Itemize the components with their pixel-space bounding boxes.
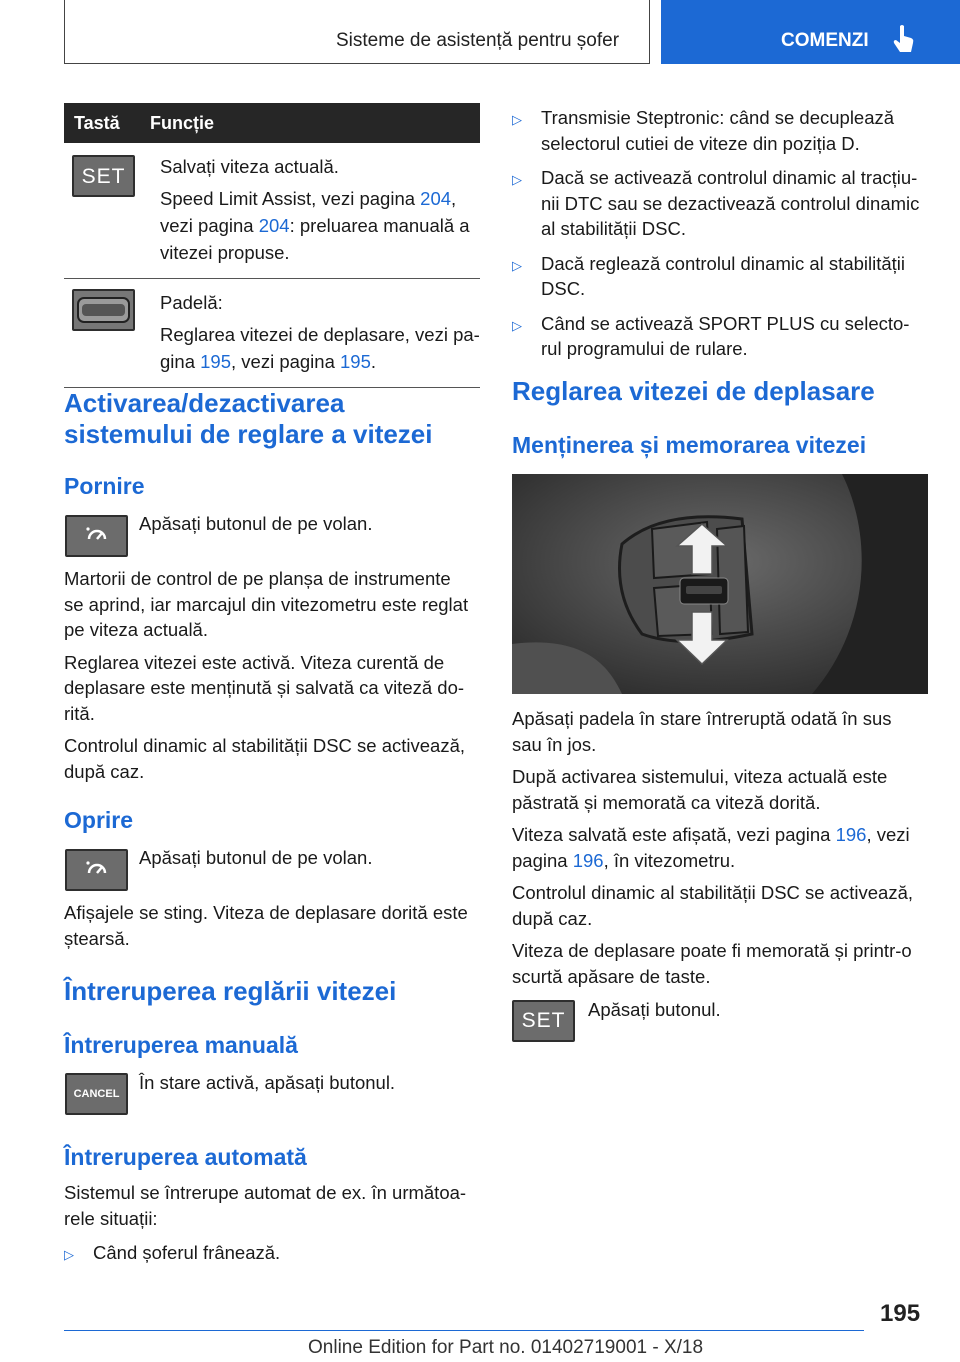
b4-l1: Dacă reglează controlul dinamic al stabilității [541, 252, 906, 274]
b2-l2: selectorul cutiei de viteze din poziția D. [541, 132, 860, 154]
row2-line3-end: . [370, 351, 377, 372]
heading-auto: Întreruperea automată [64, 1144, 307, 1170]
p5-l1: Sistemul se întrerupe automat de ex. în următoa- [64, 1182, 467, 1203]
heading-manual: Întreruperea manuală [64, 1032, 298, 1058]
edition-footer: Online Edition for Part no. 01402719001 - X/18 [308, 1337, 704, 1358]
heading-stop: Oprire [64, 807, 134, 833]
q5-l1: Viteza de deplasare poate fi memorată și printr-o [512, 940, 912, 961]
q3-l2: pagina [512, 849, 573, 871]
link-page-204[interactable]: 204 [420, 188, 452, 209]
table-row [64, 279, 480, 388]
cancel-key-icon: CANCEL [65, 1073, 128, 1115]
p1-l2: se aprind, iar marcajul din vitezometru este reglat [64, 593, 469, 615]
q3-l2-end: , în vitezometru. [603, 849, 736, 871]
b2-l1: Transmisie Steptronic: când se decuplează [541, 107, 895, 128]
start-action: Apăsați butonul de pe volan. [139, 513, 373, 534]
b3-l2: nii DTC sau se dezactivează controlul dinamic [541, 192, 920, 214]
p2-l1: Reglarea vitezei este activă. Viteza curentă de [64, 651, 445, 673]
row1-line3-end: : preluarea manuală a [289, 215, 470, 236]
link-page-195-b[interactable]: 195 [340, 351, 371, 372]
b3-l1: Dacă se activează controlul dinamic al tracțiu- [541, 167, 918, 188]
q4-l2: după caz. [512, 907, 593, 929]
link-page-195[interactable]: 195 [200, 351, 231, 372]
link-page-196-b[interactable]: 196 [572, 849, 604, 871]
hand-pointer-icon [893, 24, 915, 54]
link-page-196[interactable]: 196 [835, 824, 867, 845]
list-item [64, 1240, 480, 1268]
q2-l2: păstrată și memorată ca viteză dorită. [512, 791, 821, 813]
row2-line2: Reglarea vitezei de deplasare, vezi pa- [160, 324, 480, 345]
stop-action: Apăsați butonul de pe volan. [139, 847, 373, 868]
p1-l3: pe viteza actuală. [64, 619, 208, 640]
list-item [512, 165, 928, 242]
list-item [512, 311, 928, 362]
q1-l1: Apăsați padela în stare întreruptă odată în sus [512, 708, 892, 729]
steering-wheel-photo [512, 474, 928, 694]
section-title: Sisteme de asistență pentru șofer [336, 30, 620, 51]
manual-action: În stare activă, apăsați butonul. [139, 1072, 396, 1093]
col-function-header: Funcție [140, 103, 480, 143]
paddle-icon [72, 289, 135, 331]
triangle-bullet-icon: ▷ [512, 112, 522, 127]
row2-line1: Padelă: [160, 292, 223, 313]
triangle-bullet-icon: ▷ [64, 1247, 74, 1262]
triangle-bullet-icon: ▷ [512, 317, 522, 333]
list-item [512, 251, 928, 302]
page-number: 195 [880, 1300, 921, 1327]
b3-l3: al stabilității DSC. [541, 218, 686, 239]
q2-l1: După activarea sistemului, viteza actuală este [512, 766, 888, 787]
p3-l2: după caz. [64, 760, 145, 782]
row1-line2-end: , [451, 188, 457, 209]
q3-l1-end: , vezi [866, 824, 910, 845]
set-key-icon-2: SET [512, 1000, 575, 1042]
heading-keep: Menținerea și memorarea vitezei [512, 432, 867, 458]
q4-l1: Controlul dinamic al stabilității DSC se activează, [512, 882, 914, 903]
heading-adjust: Reglarea vitezei de deplasare [512, 376, 875, 406]
b5-l1: Când se activează SPORT PLUS cu selecto- [541, 312, 910, 334]
heading-activate-l2: sistemului de reglare a vitezei [64, 419, 433, 449]
cruise-control-button-icon [65, 515, 128, 557]
p2-l2: deplasare este menținută și salvată ca viteză do- [64, 677, 465, 698]
row1-line2: Speed Limit Assist, vezi pagina [160, 188, 421, 209]
p4-l1: Afișajele se sting. Viteza de deplasare dorită este [64, 902, 468, 923]
link-page-204-b[interactable]: 204 [258, 215, 290, 236]
row1-line1: Salvați viteza actuală. [160, 156, 339, 177]
triangle-bullet-icon: ▷ [512, 172, 522, 187]
b5-l2: rul programului de rulare. [541, 338, 748, 359]
cruise-control-button-icon-2 [65, 849, 128, 891]
q3-l1: Viteza salvată este afișată, vezi pagina [512, 824, 836, 845]
heading-interrupt: Întreruperea reglării vitezei [64, 976, 397, 1006]
heading-activate [64, 388, 433, 450]
p2-l3: rită. [64, 702, 95, 724]
p3-l1: Controlul dinamic al stabilității DSC se activează, [64, 735, 466, 756]
bullet-text: Când șoferul frânează. [93, 1242, 281, 1263]
row2-line3-mid: , vezi pagina [231, 351, 341, 372]
b4-l2: DSC. [541, 278, 586, 299]
row1-line4: vitezei propuse. [160, 242, 290, 263]
p5-l2: rele situații: [64, 1207, 158, 1229]
q5-l2: scurtă apăsare de taste. [512, 965, 711, 987]
list-item [512, 105, 928, 156]
tab-comenzi-label: COMENZI [781, 30, 869, 51]
triangle-bullet-icon: ▷ [512, 257, 522, 273]
q1-l2: sau în jos. [512, 733, 597, 755]
p1-l1: Martorii de control de pe planșa de instrumente [64, 568, 451, 589]
keys-table [64, 103, 480, 388]
set-action: Apăsați butonul. [588, 999, 721, 1020]
col-key-header: Tastă [64, 103, 140, 143]
heading-start: Pornire [64, 473, 145, 499]
set-key-icon: SET [72, 155, 135, 197]
p4-l2: ștearsă. [64, 927, 130, 949]
heading-activate-l1: Activarea/dezactivarea [64, 388, 345, 418]
row2-line3: gina [160, 351, 201, 372]
tab-comenzi[interactable] [661, 0, 960, 64]
table-row [64, 143, 480, 279]
row1-line3: vezi pagina [160, 215, 259, 236]
footer-divider [64, 1330, 864, 1331]
